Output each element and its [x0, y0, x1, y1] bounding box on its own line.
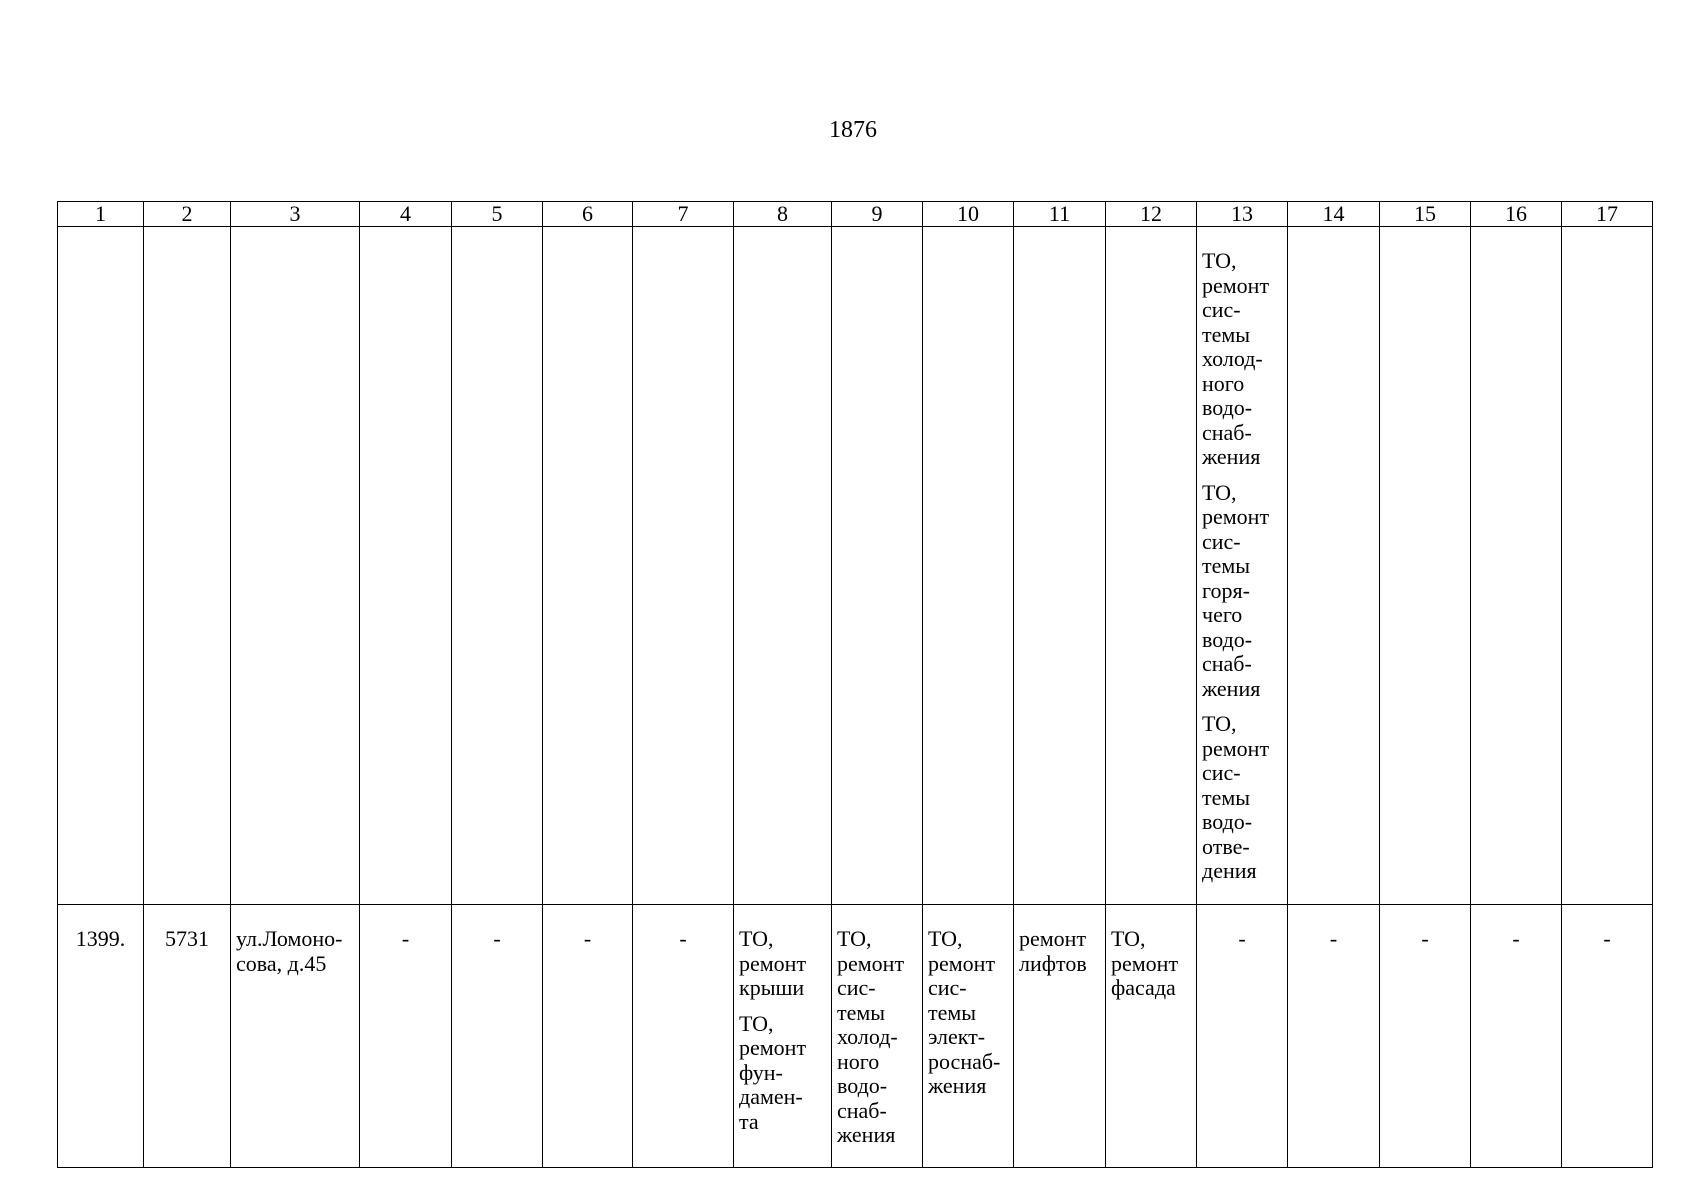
page-number: 1876 — [829, 117, 877, 143]
cell-empty — [832, 227, 923, 905]
cell-address — [231, 905, 360, 1168]
works-table — [57, 201, 1653, 1168]
column-header-7: 7 — [633, 202, 734, 227]
cell-empty — [452, 227, 543, 905]
column-header-3: 3 — [231, 202, 360, 227]
work-item: ТО, ремонт фасада — [1111, 926, 1179, 1000]
column-header-14: 14 — [1288, 202, 1380, 227]
column-header-1: 1 — [58, 202, 144, 227]
column-header-8: 8 — [734, 202, 832, 227]
cell-col11-works — [1014, 905, 1106, 1168]
cell-empty — [734, 227, 832, 905]
address: ул.Ломоно- сова, д.45 — [236, 926, 343, 976]
cell-empty — [1106, 227, 1197, 905]
column-header-11: 11 — [1014, 202, 1106, 227]
cell-col5: - — [452, 905, 543, 1168]
cell-col7: - — [633, 905, 734, 1168]
cell-empty — [1562, 227, 1653, 905]
column-header-9: 9 — [832, 202, 923, 227]
column-number-header — [58, 202, 1653, 227]
cell-col8-works — [734, 905, 832, 1168]
cell-empty — [360, 227, 452, 905]
cell-empty — [144, 227, 231, 905]
column-header-10: 10 — [923, 202, 1014, 227]
continuation-row — [58, 227, 1653, 905]
cell-col14: - — [1288, 905, 1380, 1168]
cell-col12-works — [1106, 905, 1197, 1168]
cell-col10-works — [923, 905, 1014, 1168]
work-item: ТО, ремонт сис- темы горя- чего водо- снаб- жения — [1202, 479, 1270, 701]
work-item: ТО, ремонт крыши — [739, 926, 807, 1000]
work-item: ТО, ремонт сис- темы элект- роснаб- жения — [928, 926, 1001, 1098]
column-header-12: 12 — [1106, 202, 1197, 227]
work-item: ТО, ремонт сис- темы водо- отве- дения — [1202, 711, 1270, 883]
cell-col9-works — [832, 905, 923, 1168]
row-number: 1399. — [58, 905, 144, 1168]
work-item: ТО, ремонт фун- дамен- та — [739, 1010, 807, 1134]
cell-empty — [1380, 227, 1471, 905]
cell-empty — [923, 227, 1014, 905]
cell-empty — [1288, 227, 1380, 905]
table-row-1399 — [58, 905, 1653, 1168]
column-header-5: 5 — [452, 202, 543, 227]
column-header-13: 13 — [1197, 202, 1288, 227]
work-item: ТО, ремонт сис- темы холод- ного водо- снаб- жения — [837, 926, 905, 1147]
cell-empty — [633, 227, 734, 905]
work-item: ТО, ремонт сис- темы холод- ного водо- снаб- жения — [1202, 248, 1270, 469]
cell-empty — [1014, 227, 1106, 905]
column-header-4: 4 — [360, 202, 452, 227]
cell-empty — [231, 227, 360, 905]
column-header-15: 15 — [1380, 202, 1471, 227]
column-header-6: 6 — [543, 202, 633, 227]
cell-col16: - — [1471, 905, 1562, 1168]
cell-empty — [58, 227, 144, 905]
cell-col15: - — [1380, 905, 1471, 1168]
cell-col13-works — [1197, 227, 1288, 905]
column-header-2: 2 — [144, 202, 231, 227]
building-code: 5731 — [144, 905, 231, 1168]
cell-col4: - — [360, 905, 452, 1168]
cell-empty — [1471, 227, 1562, 905]
cell-col13: - — [1197, 905, 1288, 1168]
cell-col17: - — [1562, 905, 1653, 1168]
column-header-16: 16 — [1471, 202, 1562, 227]
column-header-17: 17 — [1562, 202, 1653, 227]
work-item: ремонт лифтов — [1019, 926, 1087, 976]
cell-empty — [543, 227, 633, 905]
cell-col6: - — [543, 905, 633, 1168]
